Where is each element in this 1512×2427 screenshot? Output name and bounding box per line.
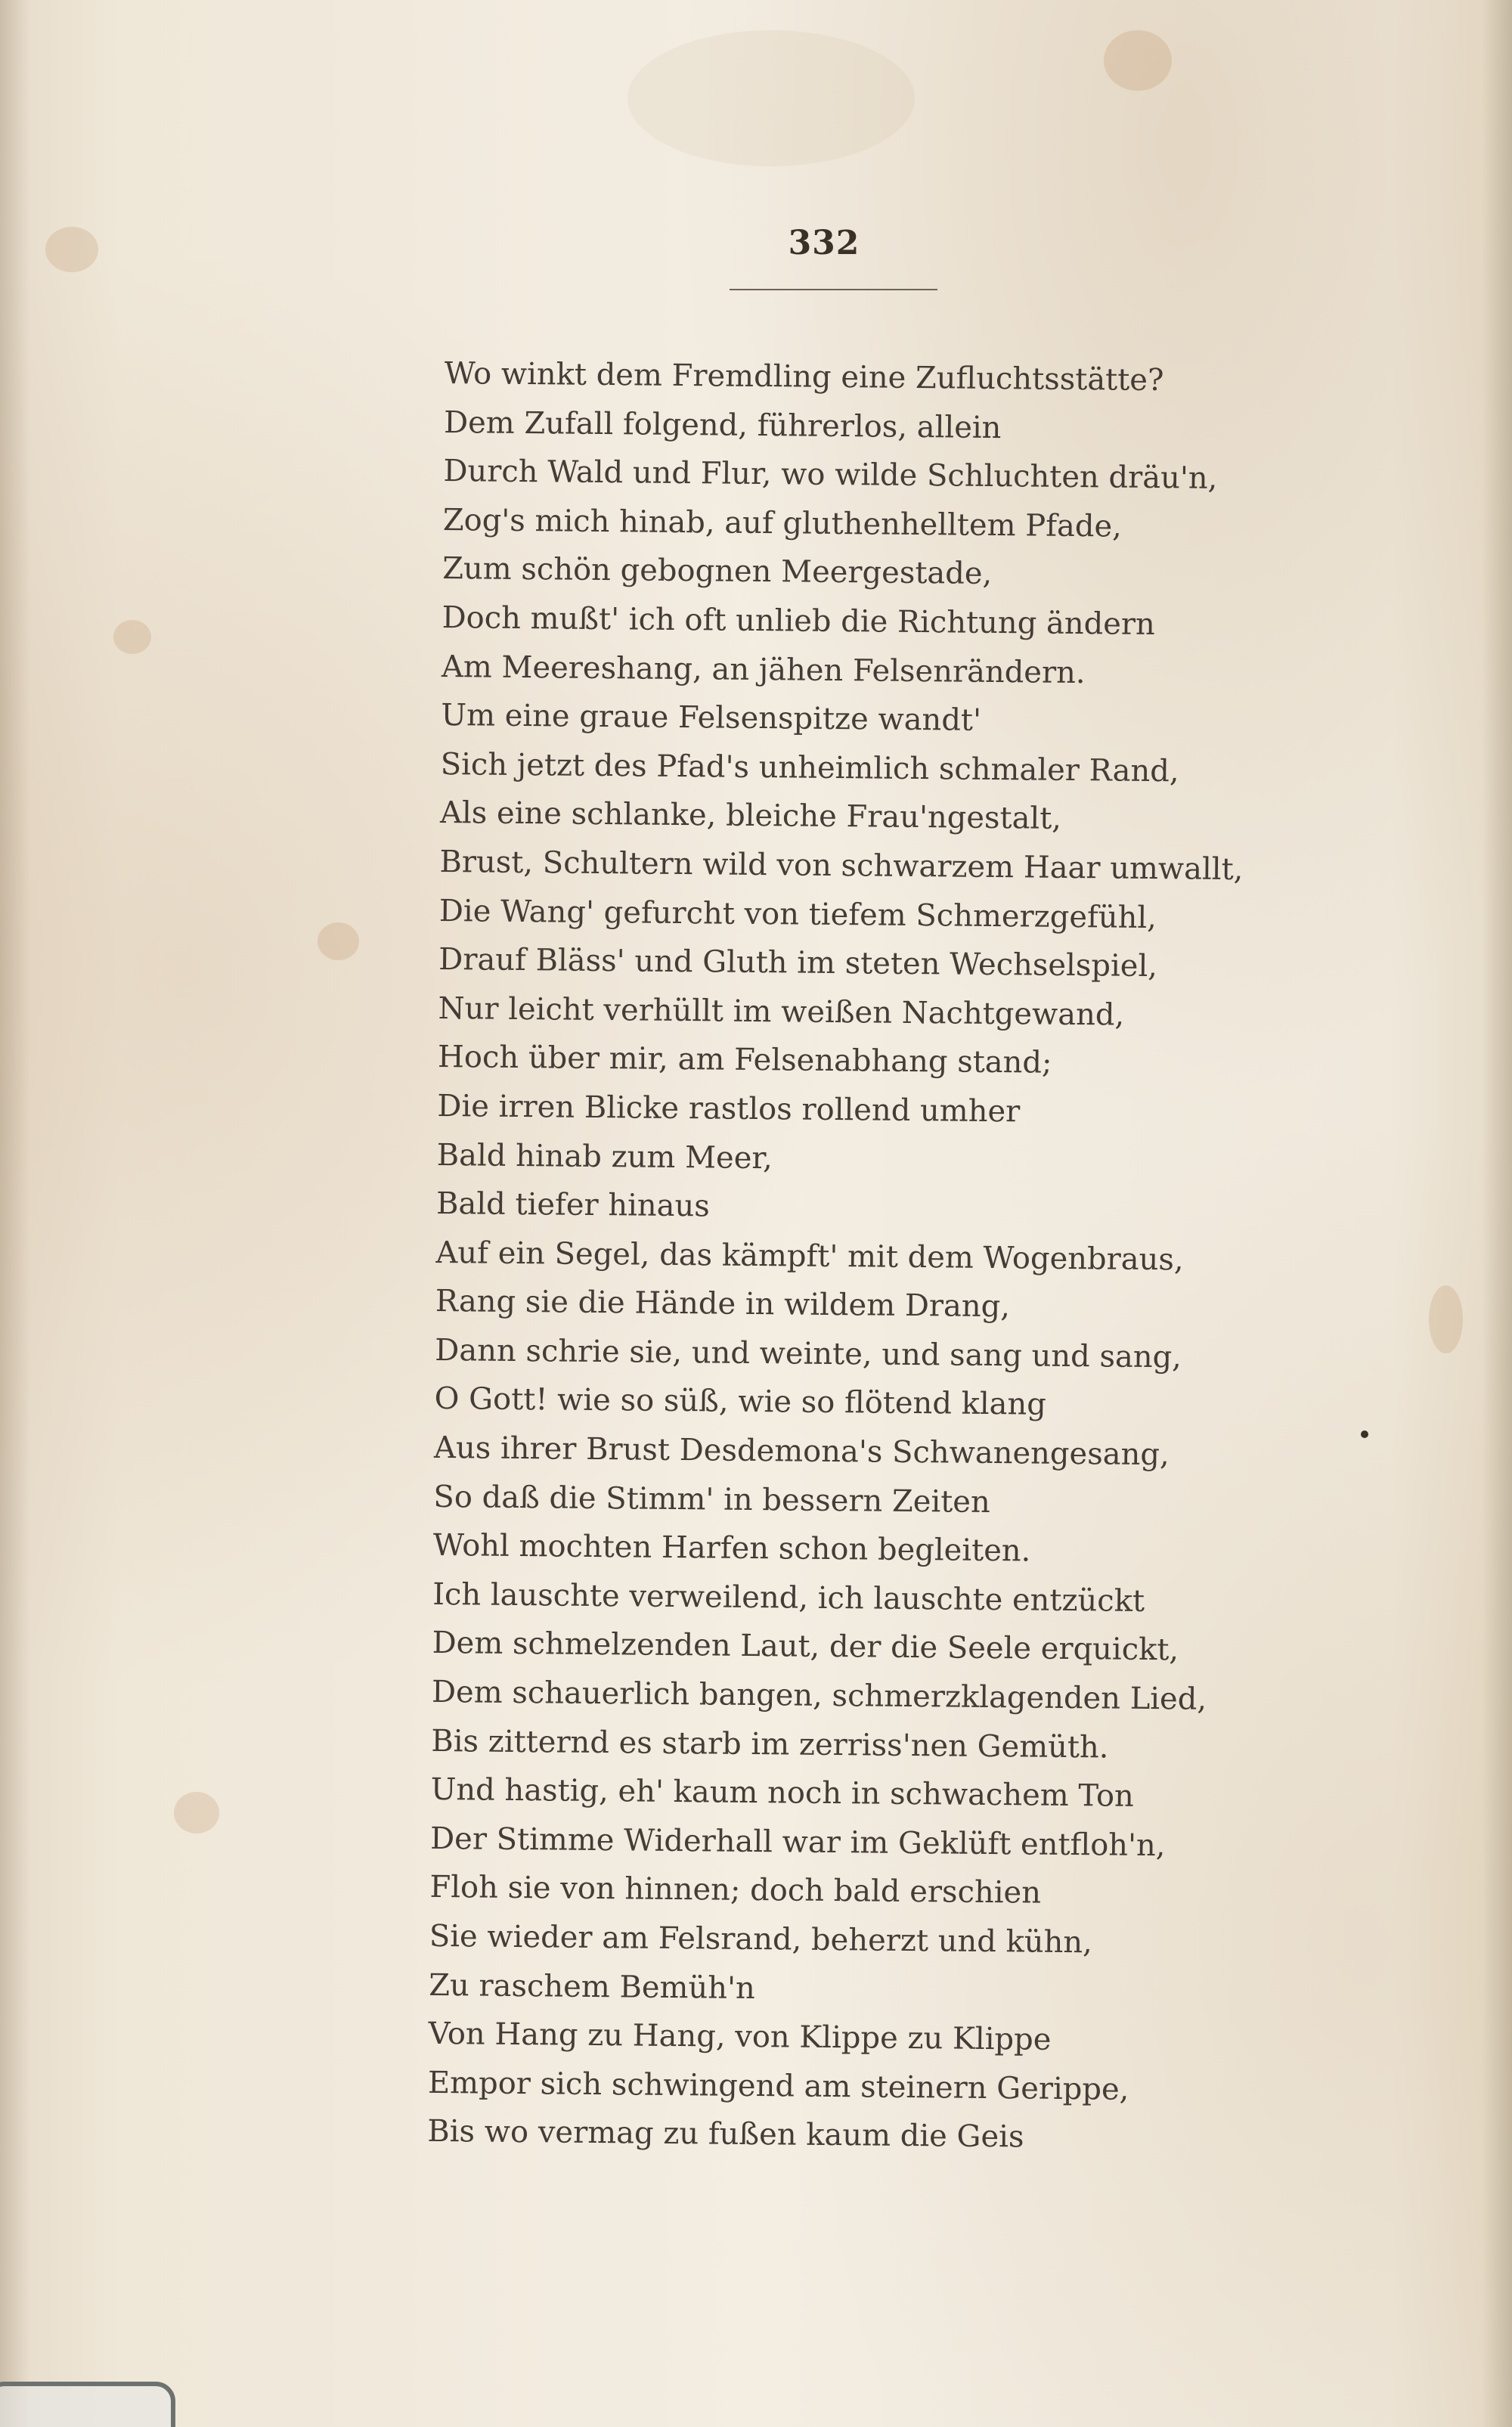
verse-line: Bald tiefer hinaus — [435, 1186, 711, 1224]
verse-line: Rang sie die Hände in wildem Drang, — [435, 1284, 1011, 1325]
verse-line: Ich lauschte verweilend, ich lauschte entzückt — [432, 1576, 1145, 1619]
verse-line: Brust, Schultern wild von schwarzem Haar umwallt, — [439, 844, 1244, 888]
verse-line: Wo winkt dem Fremdling eine Zufluchtsstätte? — [444, 355, 1164, 398]
paper-stain — [174, 1792, 219, 1833]
paper-stain — [1429, 1285, 1463, 1353]
verse-line: Dem Zufall folgend, führerlos, allein — [443, 404, 1002, 445]
verse-line: Drauf Bläss' und Gluth im steten Wechselspiel, — [438, 942, 1158, 984]
verse-line: Zog's mich hinab, auf gluthenhelltem Pfade, — [442, 502, 1123, 544]
paper-stain — [627, 30, 915, 166]
verse-line: Nur leicht verhüllt im weißen Nachtgewand, — [438, 990, 1125, 1033]
verse-line: Von Hang zu Hang, von Klippe zu Klippe — [428, 2016, 1052, 2057]
verse-line: Und hastig, eh' kaum noch in schwachem Ton — [430, 1772, 1135, 1815]
verse-line: Die irren Blicke rastlos rollend umher — [437, 1088, 1021, 1130]
verse-line: Durch Wald und Flur, wo wilde Schluchten dräu'n, — [443, 454, 1218, 497]
scanner-clip — [0, 2382, 175, 2427]
verse-line: Dem schmelzenden Laut, der die Seele erquickt, — [432, 1626, 1179, 1668]
verse-line: Um eine graue Felsenspitze wandt' — [441, 698, 982, 738]
verse-line: Als eine schlanke, bleiche Frau'ngestalt, — [439, 795, 1062, 837]
verse-line: Zu raschem Bemüh'n — [429, 1967, 755, 2006]
verse-line: Aus ihrer Brust Desdemona's Schwanengesang, — [433, 1430, 1170, 1473]
verse-line: Zum schön gebognen Meergestade, — [442, 551, 993, 592]
verse-line: Wohl mochten Harfen schon begleiten. — [432, 1528, 1031, 1569]
header-rule — [730, 289, 937, 290]
verse-line: Bis zitternd es starb im zerriss'nen Gemüth. — [431, 1723, 1109, 1765]
verse-line: Bis wo vermag zu fußen kaum die Geis — [427, 2114, 1024, 2155]
verse-line: Dem schauerlich bangen, schmerzklagenden Lied, — [431, 1674, 1207, 1717]
verse-line: Der Stimme Widerhall war im Geklüft entfloh'n, — [429, 1821, 1166, 1864]
verse-line: Empor sich schwingend am steinern Gerippe, — [427, 2065, 1129, 2107]
verse-line: Doch mußt' ich oft unlieb die Richtung ändern — [442, 600, 1156, 643]
ink-dot — [1361, 1430, 1368, 1438]
verse-line: Hoch über mir, am Felsenabhang stand; — [437, 1040, 1052, 1081]
verse-line: Die Wang' gefurcht von tiefem Schmerzgefühl, — [438, 893, 1157, 935]
verse-line: Sie wieder am Felsrand, beherzt und kühn, — [429, 1918, 1093, 1961]
verse-line: Bald hinab zum Meer, — [436, 1137, 773, 1176]
paper-stain — [1104, 30, 1172, 91]
paper-stain — [113, 620, 151, 654]
verse-line: So daß die Stimm' in bessern Zeiten — [433, 1479, 990, 1520]
paper-stain — [45, 227, 98, 272]
verse-line: O Gott! wie so süß, wie so flötend klang — [434, 1381, 1047, 1423]
verse-line: Auf ein Segel, das kämpft' mit dem Wogenbraus, — [435, 1235, 1184, 1278]
verse-line: Floh sie von hinnen; doch bald erschien — [429, 1870, 1042, 1911]
paper-stain — [318, 922, 359, 960]
page-number: 332 — [788, 224, 860, 262]
verse-block — [427, 349, 1337, 2165]
verse-line: Dann schrie sie, und weinte, und sang und sang, — [435, 1332, 1182, 1375]
verse-line: Sich jetzt des Pfad's unheimlich schmaler Rand, — [440, 746, 1179, 789]
verse-line: Am Meereshang, an jähen Felsenrändern. — [441, 649, 1086, 690]
